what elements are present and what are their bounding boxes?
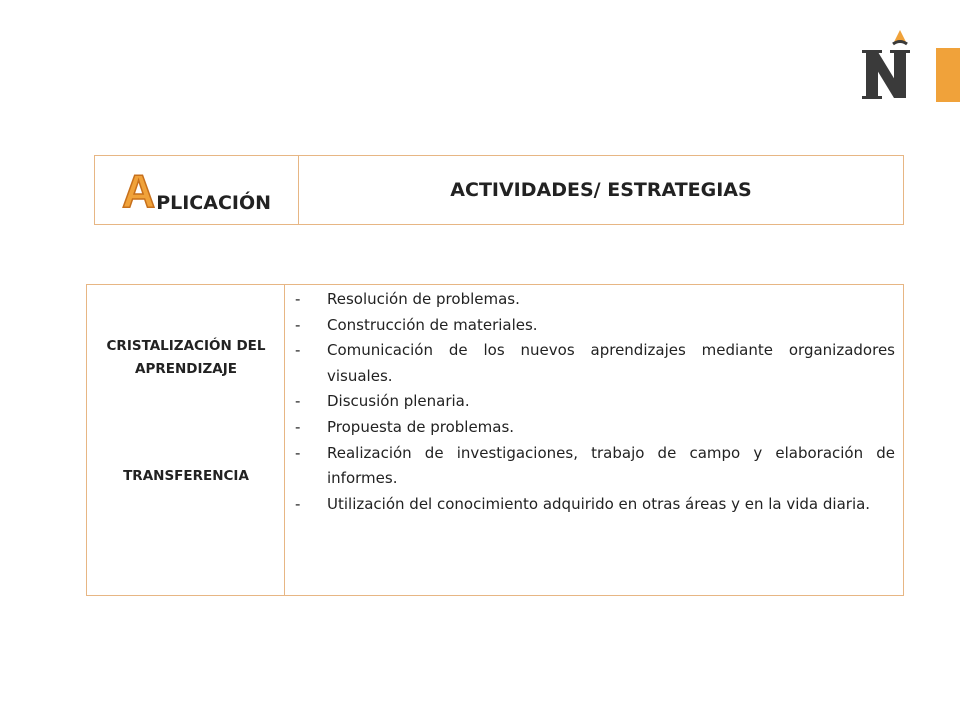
bullet-dash: - (295, 315, 301, 334)
bullet-dash: - (295, 417, 301, 436)
activity-text: Comunicación de los nuevos aprendizajes mediante organizadores visuales. (327, 341, 895, 385)
activities-list (285, 285, 903, 595)
accent-bar (936, 48, 960, 102)
list-item (293, 415, 895, 441)
decorative-initial: A (121, 165, 156, 217)
bullet-dash: - (295, 392, 301, 411)
list-item (293, 313, 895, 339)
bullet-dash: - (295, 290, 301, 308)
stage-label: TRANSFERENCIA (123, 468, 249, 484)
list-item (293, 492, 895, 518)
activity-text: Realización de investigaciones, trabajo de campo y elaboración de informes. (327, 443, 895, 488)
list-item (293, 389, 895, 415)
activities-heading: ACTIVIDADES/ ESTRATEGIAS (450, 179, 752, 201)
activity-text: Resolución de problemas. (327, 290, 520, 308)
aplicacion-heading (95, 156, 299, 224)
activity-text: Discusión plenaria. (327, 392, 470, 411)
bullet-dash: - (295, 341, 301, 360)
header-table (94, 155, 904, 225)
stage-label: CRISTALIZACIÓN DEL APRENDIZAJE (106, 338, 266, 377)
activity-text: Utilización del conocimiento adquirido en otras áreas y en la vida diaria. (327, 494, 871, 513)
content-table (86, 284, 904, 596)
list-item (293, 287, 895, 313)
bullet-dash: - (295, 494, 301, 513)
list-item (293, 338, 895, 389)
activity-text: Propuesta de problemas. (327, 417, 515, 436)
heading-rest: PLICACIÓN (156, 192, 272, 214)
stages-column (87, 285, 285, 595)
activity-text: Construcción de materiales. (327, 315, 538, 334)
n-logo-icon (860, 28, 912, 106)
list-item (293, 441, 895, 492)
bullet-dash: - (295, 443, 301, 462)
